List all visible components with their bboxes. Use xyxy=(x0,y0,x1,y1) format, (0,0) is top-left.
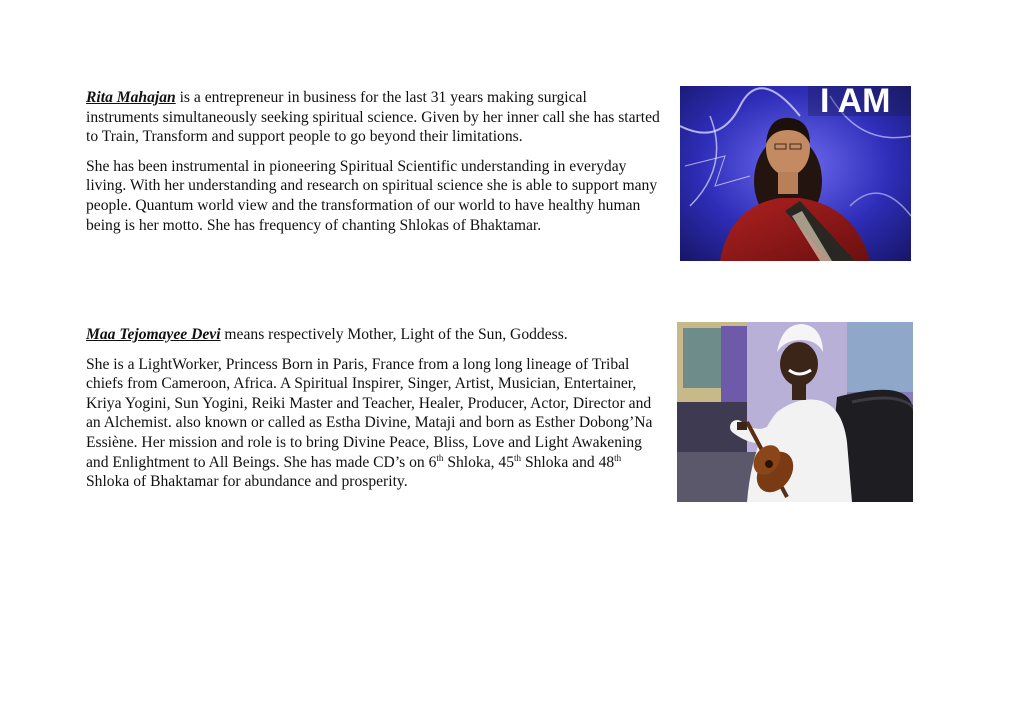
bio-text-part: Shloka, 45 xyxy=(443,453,515,471)
bio-text-part: Shloka of Bhaktamar for abundance and prosperity. xyxy=(86,473,408,491)
bio-text-part: Shloka and 48 xyxy=(521,453,615,471)
profile-name: Maa Tejomayee Devi xyxy=(86,326,221,343)
portrait-photo-maa-tejomayee-devi xyxy=(677,322,913,502)
bio-text-part: She is a LightWorker, Princess Born in Paris, France from a long long lineage of Tribal chiefs from Cameroon, Africa. A Spiritual Inspirer, Singer, Artist, Musician, Entertainer, Kriya Yogini, Sun Yogini, Reiki Master and Teacher, Healer, Producer, Actor, Director and an Alchemist. also known or called as Estha Divine, Mataji and born as Esther Dobong’Na Essiène. Her mission and role is to bring Divine Peace, Bliss, Love and Light Awakening and Enlightment to All Beings. She has made CD’s on 6 xyxy=(86,355,653,471)
banner-text: I AM xyxy=(820,86,891,120)
bio-intro-paragraph xyxy=(86,325,661,345)
profile-maa-tejomayee-devi xyxy=(86,325,661,502)
ordinal-suffix: th xyxy=(436,452,444,463)
ordinal-suffix: th xyxy=(514,452,522,463)
bio-intro-text: means respectively Mother, Light of the Sun, Goddess. xyxy=(220,326,568,343)
ordinal-suffix: th xyxy=(614,452,622,463)
profile-rita-mahajan xyxy=(86,88,661,245)
bio-paragraph xyxy=(86,355,661,492)
bio-intro-paragraph xyxy=(86,88,661,147)
profile-name: Rita Mahajan xyxy=(86,89,176,106)
bio-paragraph: She has been instrumental in pioneering Spiritual Scientific understanding in everyday living. With her understanding and research on spiritual science she is able to support many people. Quantum world view and the transformation of our world to have healthy human being is her motto. She has frequency of chanting Shlokas of Bhaktamar. xyxy=(86,157,658,234)
portrait-photo-rita-mahajan xyxy=(680,86,911,261)
bio-intro-text: is a entrepreneur in business for the last 31 years making surgical instruments simultaneously seeking spiritual science. Given by her inner call she has started to Train, Transform and support people to go beyond their limitations. xyxy=(86,89,660,146)
